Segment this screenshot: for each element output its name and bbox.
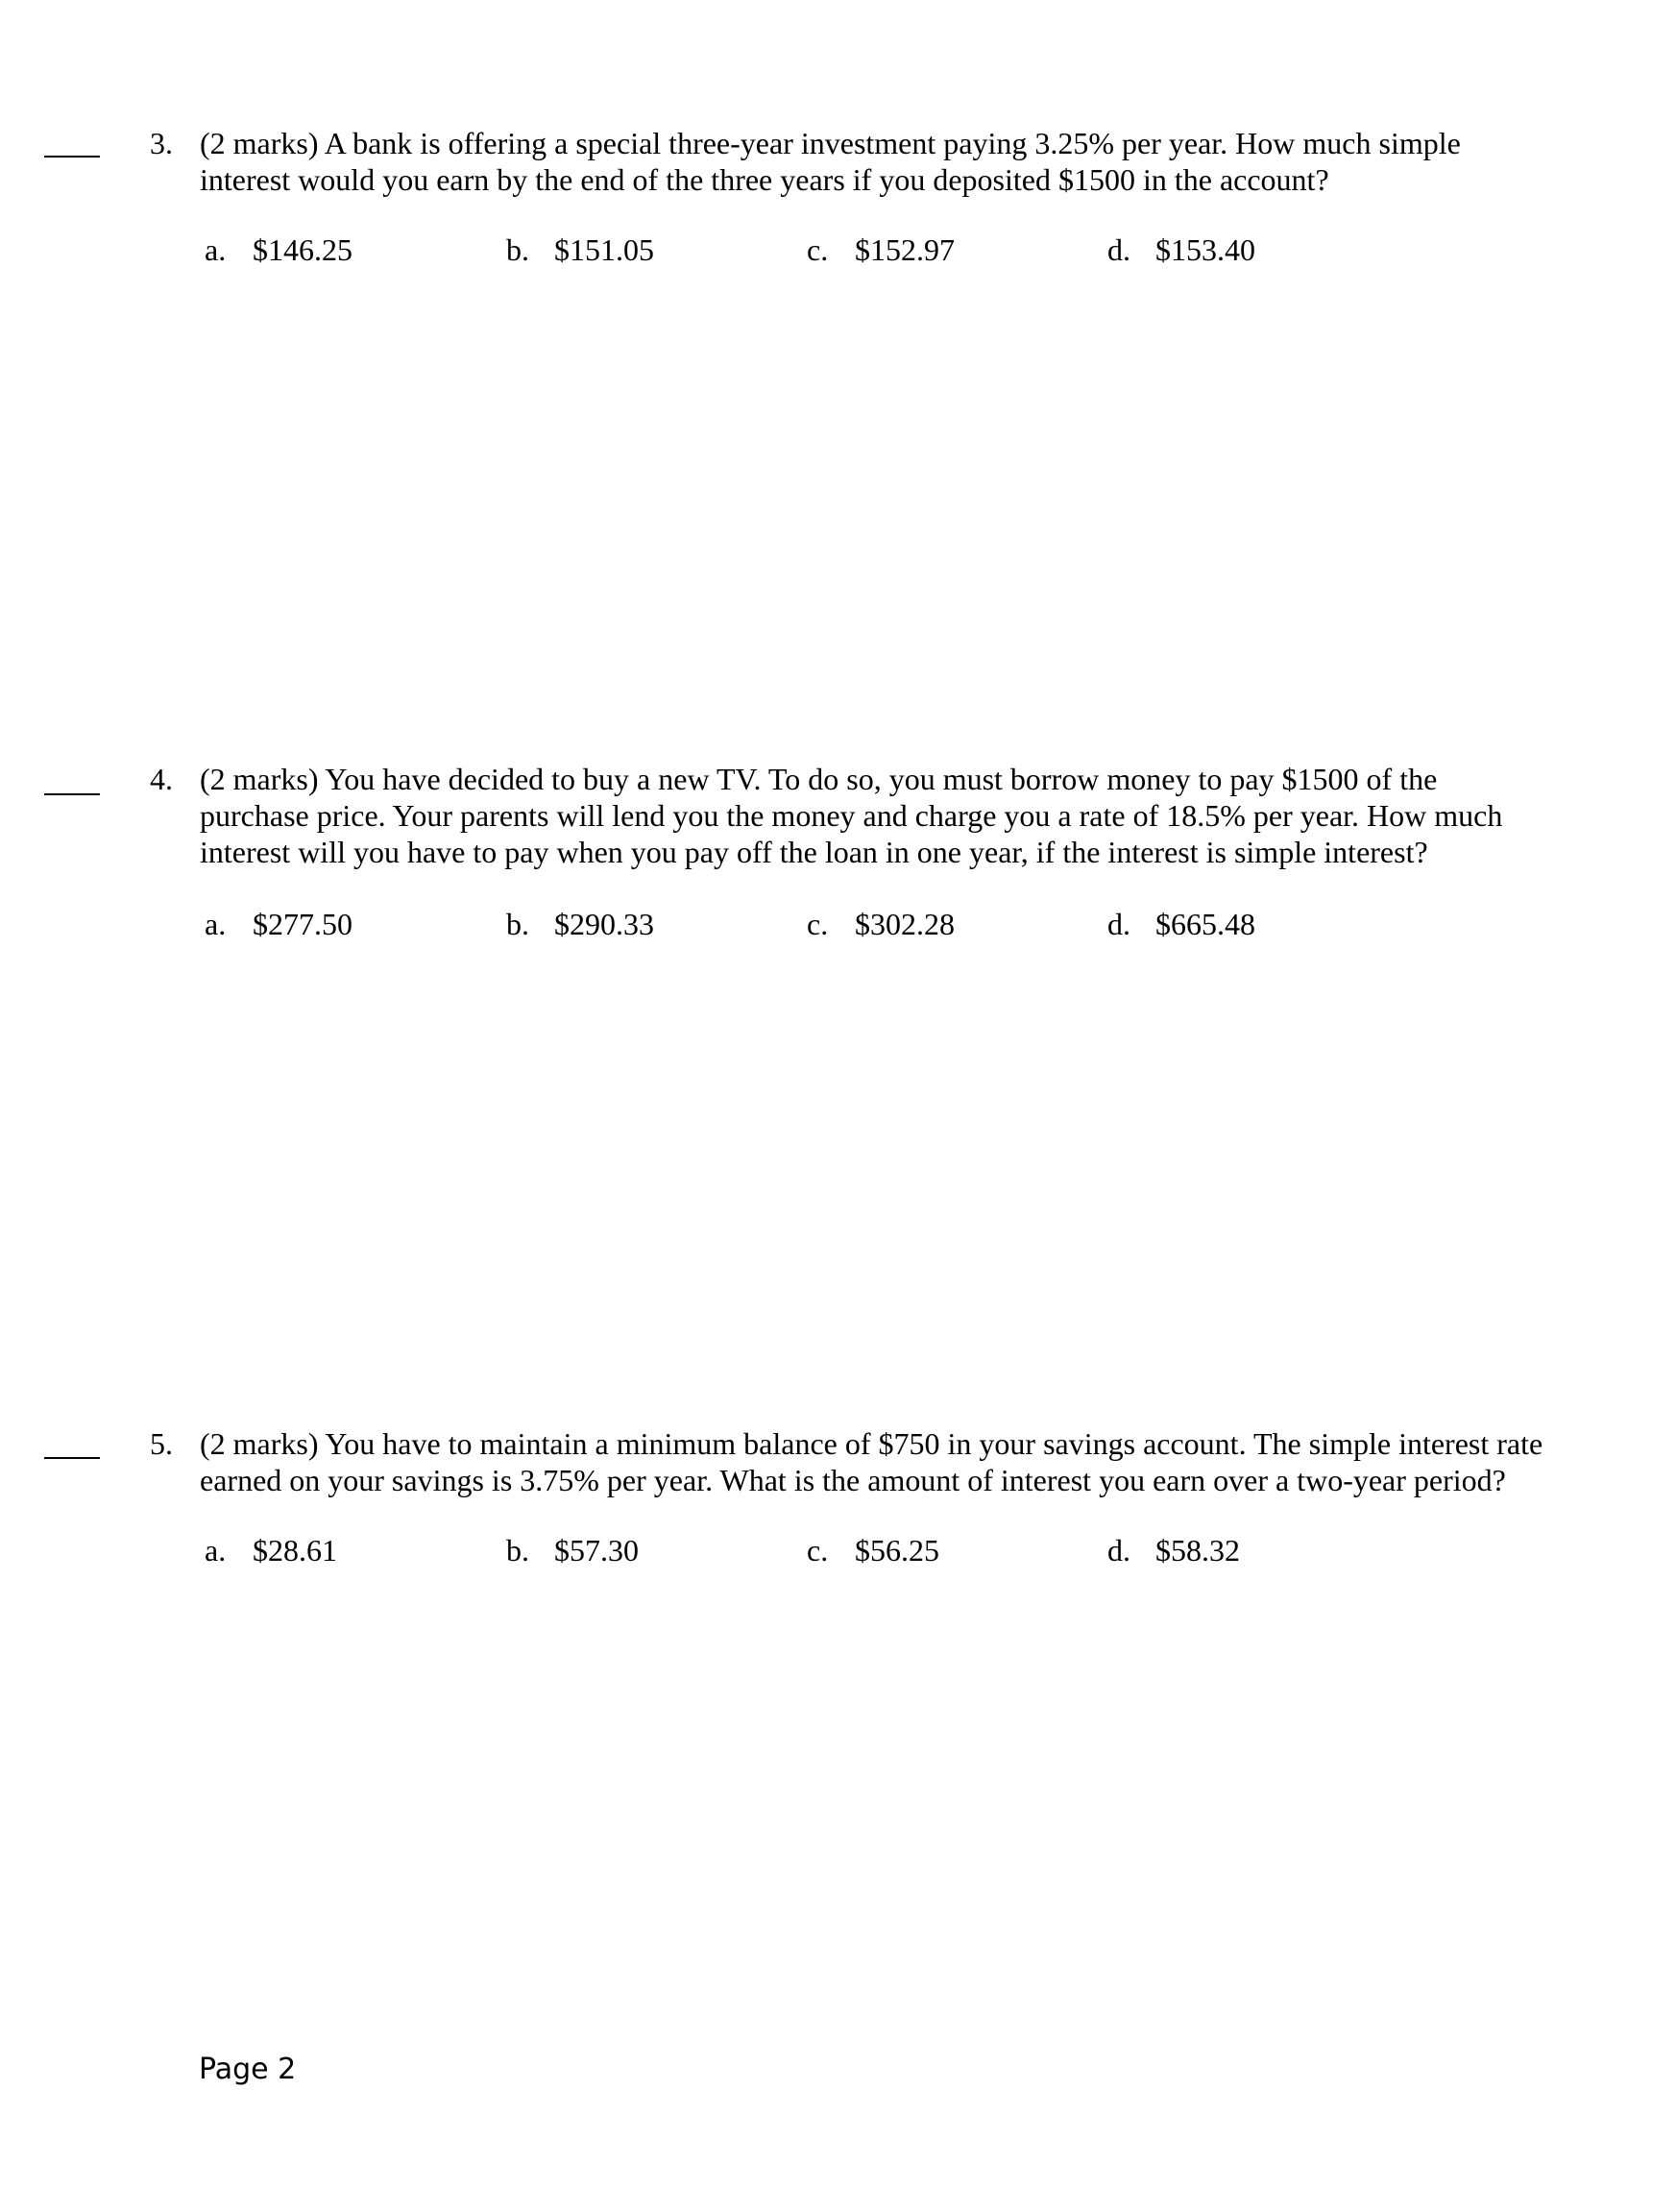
question-line: earned on your savings is 3.75% per year. What is the amount of interest you earn over a two-year period? [200, 1463, 1506, 1497]
question-line: interest would you earn by the end of the three years if you deposited $1500 in the account? [200, 162, 1329, 197]
choice-d[interactable] [1107, 1532, 1240, 1568]
choice-b[interactable] [506, 1532, 639, 1568]
choice-letter: c. [807, 907, 829, 941]
answer-blank[interactable] [44, 793, 100, 795]
question-number: 5. [150, 1426, 173, 1461]
answer-blank[interactable] [44, 1457, 100, 1459]
question-line: interest will you have to pay when you pay off the loan in one year, if the interest is simple interest? [200, 835, 1428, 869]
choice-value: $28.61 [253, 1533, 337, 1568]
question-number: 3. [150, 126, 173, 160]
choice-value: $302.28 [855, 907, 955, 941]
choice-letter: b. [506, 907, 529, 941]
choice-a[interactable] [205, 1532, 337, 1568]
question-line: (2 marks) A bank is offering a special three-year investment paying 3.25% per year. How much simple [200, 126, 1461, 160]
choice-value: $153.40 [1155, 232, 1255, 267]
page-number: Page 2 [199, 2053, 297, 2086]
choice-value: $151.05 [554, 232, 654, 267]
choice-d[interactable] [1107, 906, 1255, 942]
choice-a[interactable] [205, 231, 352, 268]
choice-b[interactable] [506, 231, 654, 268]
choice-c[interactable] [807, 1532, 939, 1568]
choice-value: $146.25 [253, 232, 352, 267]
choice-letter: b. [506, 1533, 529, 1568]
choice-letter: d. [1107, 232, 1130, 267]
choice-letter: c. [807, 232, 829, 267]
question-line: (2 marks) You have to maintain a minimum balance of $750 in your savings account. The simple interest rate [200, 1426, 1543, 1461]
choice-b[interactable] [506, 906, 654, 942]
choice-c[interactable] [807, 231, 955, 268]
question-number: 4. [150, 762, 173, 796]
choice-value: $152.97 [855, 232, 955, 267]
choice-letter: b. [506, 232, 529, 267]
choice-letter: c. [807, 1533, 829, 1568]
choice-letter: a. [205, 907, 227, 941]
question-text [200, 125, 1461, 198]
choice-letter: d. [1107, 1533, 1130, 1568]
choice-value: $277.50 [253, 907, 352, 941]
answer-blank[interactable] [44, 156, 100, 158]
question-line: purchase price. Your parents will lend you the money and charge you a rate of 18.5% per year. How much [200, 798, 1503, 833]
choice-c[interactable] [807, 906, 955, 942]
question-line: (2 marks) You have decided to buy a new TV. To do so, you must borrow money to pay $1500 of the [200, 762, 1438, 796]
choice-d[interactable] [1107, 231, 1255, 268]
question-text [200, 761, 1502, 870]
choice-value: $56.25 [855, 1533, 939, 1568]
choice-value: $290.33 [554, 907, 654, 941]
choice-value: $58.32 [1155, 1533, 1240, 1568]
choice-letter: d. [1107, 907, 1130, 941]
question-text [200, 1425, 1542, 1498]
choice-letter: a. [205, 1533, 227, 1568]
choice-value: $665.48 [1155, 907, 1255, 941]
choice-a[interactable] [205, 906, 352, 942]
choice-value: $57.30 [554, 1533, 639, 1568]
choice-letter: a. [205, 232, 227, 267]
